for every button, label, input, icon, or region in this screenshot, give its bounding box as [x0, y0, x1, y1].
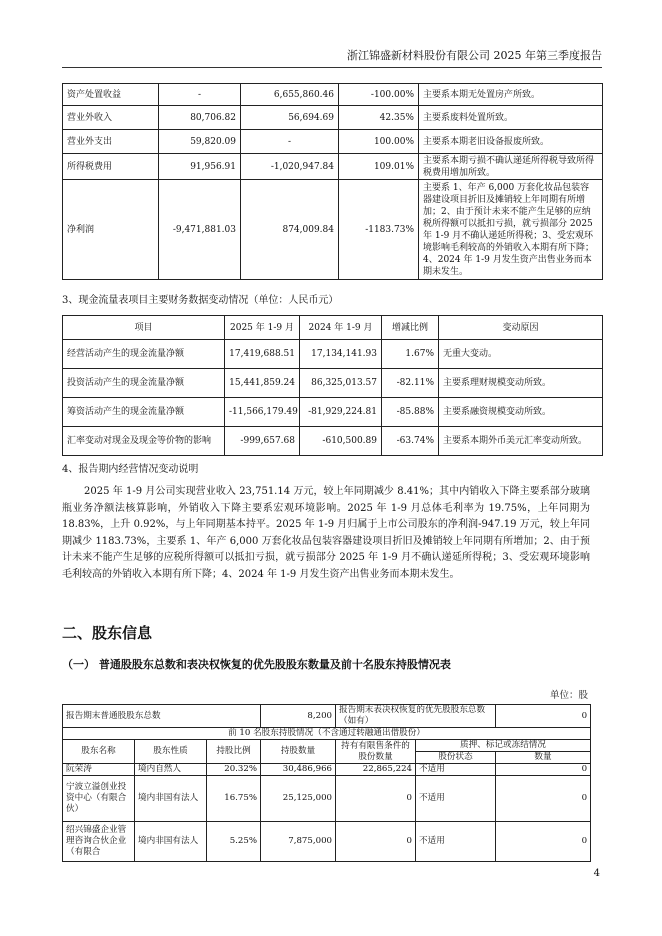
shareholder-name: 绍兴锦盛企业管理咨询合伙企业（有限合 — [63, 822, 135, 862]
change-reason: 主要系融资规模变动所致。 — [439, 398, 603, 427]
shareholder-name: 宁波立溢创业投资中心（有限合伙） — [63, 776, 135, 822]
change-reason: 主要系 1、年产 6,000 万套化妆品包装容器建设项目折旧及摊销较上年同期有所增加；2、由于预计未来不能产生足够的应纳税所得额可以抵扣亏损，就亏损部分 2025 年 1-9 月不确认递延所得税；3、受宏观环境影响毛利较高的外销收入本期有所下降；4、2024 年 1-9 月发生资产出售业务而本期未发生。 — [419, 180, 603, 280]
current-value: -999,657.68 — [225, 427, 300, 456]
restricted-quantity: 22,865,224 — [336, 764, 416, 776]
holding-quantity: 30,486,966 — [261, 764, 336, 776]
table-header-row — [63, 740, 591, 752]
share-status: 不适用 — [416, 822, 496, 862]
column-header: 股东性质 — [135, 740, 207, 764]
item-name: 汇率变动对现金及现金等价物的影响 — [63, 427, 225, 456]
current-value: 59,820.09 — [159, 130, 241, 154]
previous-value: 874,009.84 — [241, 180, 339, 280]
column-header: 2024 年 1-9 月 — [300, 316, 382, 340]
item-name: 营业外收入 — [63, 106, 159, 130]
operation-paragraph — [62, 484, 590, 583]
table-header-row — [63, 316, 603, 340]
table-row — [63, 180, 603, 280]
current-value: -9,471,881.03 — [159, 180, 241, 280]
page-header — [62, 45, 602, 68]
previous-value: 56,694.69 — [241, 106, 339, 130]
current-value: 91,956.91 — [159, 154, 241, 180]
previous-value: -1,020,947.84 — [241, 154, 339, 180]
change-ratio: -1183.73% — [339, 180, 419, 280]
income-change-table — [62, 83, 603, 280]
total-shareholders-value: 8,200 — [261, 705, 336, 728]
preferred-shareholders-label: 报告期末表决权恢复的优先股股东总数（如有） — [336, 705, 496, 728]
change-ratio: 109.01% — [339, 154, 419, 180]
change-reason: 主要系本期无处置房产所致。 — [419, 84, 603, 106]
table-row — [63, 776, 591, 822]
table-row — [63, 728, 591, 740]
column-header: 项目 — [63, 316, 225, 340]
table-row — [63, 84, 603, 106]
share-status: 不适用 — [416, 764, 496, 776]
column-header: 2025 年 1-9 月 — [225, 316, 300, 340]
column-header: 持有有限售条件的股份数量 — [336, 740, 416, 764]
column-header: 变动原因 — [439, 316, 603, 340]
cashflow-table — [62, 315, 603, 456]
preferred-shareholders-value: 0 — [496, 705, 591, 728]
change-reason: 主要系理财规模变动所致。 — [439, 369, 603, 398]
column-header: 持股比例 — [207, 740, 261, 764]
table-row — [63, 106, 603, 130]
change-reason: 主要系本期老旧设备报废所致。 — [419, 130, 603, 154]
shareholder-name: 阮荣涛 — [63, 764, 135, 776]
unit-label: 单位：股 — [549, 690, 588, 701]
holding-ratio: 16.75% — [207, 776, 261, 822]
previous-value: - — [241, 130, 339, 154]
table-row — [63, 427, 603, 456]
table-row — [63, 764, 591, 776]
item-name: 所得税费用 — [63, 154, 159, 180]
cashflow-heading: 3、现金流量表项目主要财务数据变动情况（单位：人民币元） — [62, 295, 339, 306]
previous-value: -81,929,224.81 — [300, 398, 382, 427]
column-header: 股份状态 — [416, 752, 496, 764]
current-value: 80,706.82 — [159, 106, 241, 130]
operation-heading: 4、报告期内经营情况变动说明 — [62, 464, 199, 475]
change-ratio: 100.00% — [339, 130, 419, 154]
change-reason: 主要系本期亏损不确认递延所得税导致所得税费用增加所致。 — [419, 154, 603, 180]
share-status: 不适用 — [416, 776, 496, 822]
restricted-quantity: 0 — [336, 776, 416, 822]
total-shareholders-label: 报告期末普通股股东总数 — [63, 705, 261, 728]
pledge-count: 0 — [496, 822, 591, 862]
pledge-count: 0 — [496, 776, 591, 822]
pledge-count: 0 — [496, 764, 591, 776]
current-value: -11,566,179.49 — [225, 398, 300, 427]
current-value: 17,419,688.51 — [225, 340, 300, 369]
change-ratio: -85.88% — [382, 398, 439, 427]
item-name: 资产处置收益 — [63, 84, 159, 106]
page-number: 4 — [593, 868, 600, 879]
table-row — [63, 822, 591, 862]
holding-quantity: 25,125,000 — [261, 776, 336, 822]
change-ratio: -100.00% — [339, 84, 419, 106]
current-value: - — [159, 84, 241, 106]
table-row — [63, 340, 603, 369]
change-reason: 主要系废料处置所致。 — [419, 106, 603, 130]
shareholder-nature: 境内自然人 — [135, 764, 207, 776]
column-header: 持股数量 — [261, 740, 336, 764]
shareholder-table — [62, 704, 591, 862]
restricted-quantity: 0 — [336, 822, 416, 862]
section-title: 二、股东信息 — [62, 624, 153, 642]
column-header: 质押、标记或冻结情况 — [416, 740, 591, 752]
previous-value: 6,655,860.46 — [241, 84, 339, 106]
previous-value: 86,325,013.57 — [300, 369, 382, 398]
previous-value: 17,134,141.93 — [300, 340, 382, 369]
table-row — [63, 154, 603, 180]
column-header: 增减比例 — [382, 316, 439, 340]
previous-value: -610,500.89 — [300, 427, 382, 456]
holding-quantity: 7,875,000 — [261, 822, 336, 862]
column-header: 股东名称 — [63, 740, 135, 764]
shareholder-nature: 境内非国有法人 — [135, 822, 207, 862]
item-name: 经营活动产生的现金流量净额 — [63, 340, 225, 369]
table-row — [63, 369, 603, 398]
change-ratio: -63.74% — [382, 427, 439, 456]
table-row — [63, 705, 591, 728]
top10-title: 前 10 名股东持股情况（不含通过转融通出借股份） — [63, 728, 591, 740]
item-name: 投资活动产生的现金流量净额 — [63, 369, 225, 398]
holding-ratio: 5.25% — [207, 822, 261, 862]
item-name: 净利润 — [63, 180, 159, 280]
change-ratio: 1.67% — [382, 340, 439, 369]
shareholder-nature: 境内非国有法人 — [135, 776, 207, 822]
table-row — [63, 130, 603, 154]
change-reason: 无重大变动。 — [439, 340, 603, 369]
change-ratio: -82.11% — [382, 369, 439, 398]
holding-ratio: 20.32% — [207, 764, 261, 776]
item-name: 筹资活动产生的现金流量净额 — [63, 398, 225, 427]
column-header: 数量 — [496, 752, 591, 764]
report-title: 浙江锦盛新材料股份有限公司 2025 年第三季度报告 — [347, 49, 602, 62]
current-value: 15,441,859.24 — [225, 369, 300, 398]
change-ratio: 42.35% — [339, 106, 419, 130]
item-name: 营业外支出 — [63, 130, 159, 154]
change-reason: 主要系本期外币美元汇率变动所致。 — [439, 427, 603, 456]
table-row — [63, 398, 603, 427]
operation-text: 2025 年 1-9 月公司实现营业收入 23,751.14 万元，较上年同期减少 8.41%；其中内销收入下降主要系部分玻璃瓶业务净额法核算影响，外销收入下降主要系宏观环境影响。2025 年 1-9 月总体毛利率为 19.75%，上年同期为 18.83%，上升 0.92%，与上年同期基本持平。2025 年 1-9 月归属于上市公司股东的净利润-947.19 万元，较上年同期减少 1183.73%，主要系 1、年产 6,000 万套化妆品包装容器建设项目折旧及摊销较上年同期有所增加；2、由于预计未来不能产生足够的应税所得额可以抵扣亏损，就亏损部分 2025 年 1-9 月不确认递延所得税；3、受宏观环境影响毛利较高的外销收入本期有所下降；4、2024 年 1-9 月发生资产出售业务而本期未发生。 — [62, 486, 590, 580]
subsection-title: （一） 普通股股东总数和表决权恢复的优先股股东数量及前十名股东持股情况表 — [62, 658, 451, 671]
